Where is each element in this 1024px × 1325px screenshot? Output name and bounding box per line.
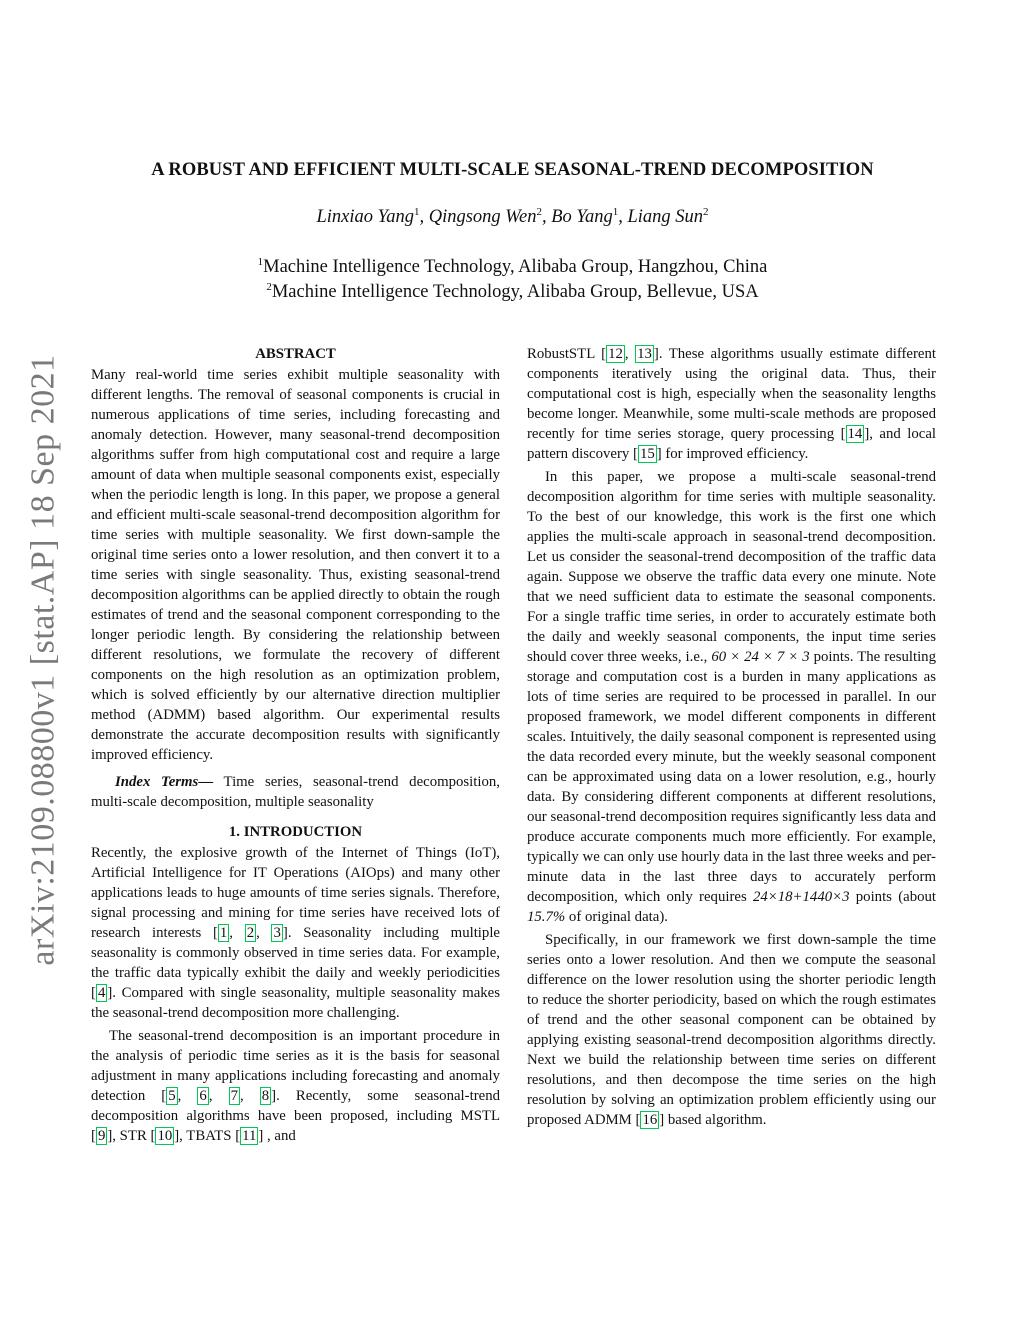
- author-name: Liang Sun: [627, 207, 704, 227]
- affiliations: [90, 255, 935, 305]
- citation-link[interactable]: 4: [97, 985, 106, 1001]
- arxiv-stamp: [20, 345, 68, 975]
- affiliation-line: $^1$Machine Intelligence Technology, Alibaba Group, Hangzhou, China: [257, 255, 768, 277]
- math-expression: 15.7%: [527, 909, 566, 925]
- citation-link[interactable]: 8: [261, 1088, 270, 1104]
- author-affiliation-mark: 1: [413, 205, 420, 218]
- citation-link[interactable]: 1: [219, 925, 228, 941]
- math-expression: 24×18+1440×3: [752, 889, 850, 905]
- intro-paragraph-3: In this paper, we propose a multi-scale seasonal-trend decomposition algorithm for time series with multiple seasonality. To the best of our knowledge, this work is the first one which applies the multi-scale approach in seasonal-trend decomposition. Let us consider the seasonal-trend decomposition of the traffic data again. Suppose we observe the traffic data every one minute. Note that we need sufficient data to estimate the seasonal components. For a single traffic time series, in order to accurately estimate both the daily and weekly seasonal components, the input time series should cover three weeks, i.e., 60 × 24 × 7 × 3 points. The resulting storage and computation cost is a burden in many applications as lots of time series are required to be processed in parallel. In our proposed framework, we model different components in different scales. Intuitively, the daily seasonal component is represented using the data recorded every minute, but the weekly seasonal component can be approximated using data on a lower resolution, e.g., hourly data. By considering different components at different resolutions, our seasonal-trend decomposition requires significantly less data and produce accurate components much more efficiently. For example, typically we can only use hourly data in the last three weeks and per-minute data in the last three days to accurately perform decomposition, which only requires 24×18+1440×3 points (about 15.7% of original data).: [527, 469, 936, 925]
- author-name: Qingsong Wen: [428, 207, 537, 227]
- introduction-heading: 1. INTRODUCTION: [228, 824, 363, 840]
- citation-link[interactable]: 13: [637, 346, 652, 362]
- author-name: Bo Yang: [551, 207, 613, 227]
- left-column: [91, 344, 500, 1146]
- continued-text: RobustSTL [: [527, 346, 607, 362]
- intro-paragraph-1: Recently, the explosive growth of the Internet of Things (IoT), Artificial Intelligence for IT Operations (AIOps) and many other applications leads to huge amounts of time series signals. Therefore, signal processing and mining for time series have received lots of research interests [ 1 , 2 , 3 ]. Seasonality including multiple seasonality is commonly observed in time series data. For example, the traffic data typically exhibit the daily and weekly periodicities [ 4 ]. Compared with single seasonality, multiple seasonality makes the seasonal-trend decomposition more challenging.: [91, 845, 500, 1021]
- intro-paragraph-2: The seasonal-trend decomposition is an important procedure in the analysis of periodic time series as it is the basis for seasonal adjustment in many applications including forecasting and anomaly detection [ 5 , 6 , 7 , 8 ]. Recently, some seasonal-trend decomposition algorithms have been proposed, including MSTL [ 9 ], STR [ 10 ], TBATS [ 11 ] , and: [91, 1028, 500, 1144]
- right-column: [527, 344, 936, 1130]
- citation-link[interactable]: 10: [157, 1128, 173, 1144]
- author-affiliation-mark: 2: [536, 205, 542, 218]
- citation-link[interactable]: 5: [168, 1088, 176, 1104]
- citation-link[interactable]: 2: [246, 925, 255, 941]
- index-terms-label: Index Terms—: [115, 774, 214, 790]
- index-terms: Index Terms— Time series, seasonal-trend decomposition, multi-scale decomposition, multiple seasonality: [91, 774, 500, 810]
- citation-link[interactable]: 9: [97, 1128, 106, 1144]
- citation-link[interactable]: 7: [230, 1088, 238, 1104]
- intro-paragraph-4: Specifically, in our framework we first down-sample the time series onto a lower resolution. And then we compute the seasonal difference on the lower resolution using the shorter periodic length to reduce the shorter periodicity, based on which the rough estimates of trend and the other seasonal component can be obtained by applying existing seasonal-trend decomposition algorithms directly. Next we build the relationship between time series on different resolutions, and then decompose the time series on the high resolution by solving an optimization problem efficiently using our proposed ADMM [ 16 ] based algorithm.: [527, 932, 936, 1128]
- abstract-heading: ABSTRACT: [255, 346, 336, 362]
- intro-paragraph-2-continued: RobustSTL [ 12 , 13 ]. These algorithms usually estimate different components iteratively using the original data. Thus, their computational cost is high, especially when the seasonality lengths become longer. Meanwhile, some multi-scale methods are proposed recently for time series storage, query processing [ 14 ], and local pattern discovery [ 15 ] for improved efficiency.: [527, 346, 936, 462]
- paper-title: A ROBUST AND EFFICIENT MULTI-SCALE SEASONAL-TREND DECOMPOSITION: [151, 160, 874, 180]
- abstract-text: Many real-world time series exhibit multiple seasonality with different lengths. The removal of seasonal components is crucial in numerous applications of time series, including forecasting and anomaly detection. However, many seasonal-trend decomposition algorithms suffer from high computational cost and require a large amount of data when multiple seasonal components exist, especially when the periodic length is long. In this paper, we propose a general and efficient multi-scale seasonal-trend decomposition algorithm for time series with multiple seasonality. We first down-sample the original time series onto a lower resolution, and then convert it to a time series with single seasonality. Thus, existing seasonal-trend decomposition algorithms can be applied directly to obtain the rough estimates of trend and the seasonal component corresponding to the longer periodic length. By considering the relationship between different resolutions, we formulate the recovery of different components on the high resolution as an optimization problem, which is solved efficiently by our alternative direction multiplier method (ADMM) based algorithm. Our experimental results demonstrate the accurate decomposition results with significantly improved efficiency.: [91, 367, 500, 763]
- citation-link[interactable]: 16: [642, 1112, 658, 1128]
- affiliation-line: $^2$Machine Intelligence Technology, Alibaba Group, Bellevue, USA: [266, 280, 759, 302]
- arxiv-stamp-text: arXiv:2109.08800v1 [stat.AP] 18 Sep 2021: [25, 354, 62, 966]
- citation-link[interactable]: 3: [273, 925, 281, 941]
- math-expression: 60 × 24 × 7 × 3: [711, 649, 810, 665]
- citation-link[interactable]: 11: [242, 1128, 257, 1144]
- author-affiliation-mark: 1: [612, 205, 619, 218]
- citation-link[interactable]: 12: [608, 346, 623, 362]
- citation-link[interactable]: 6: [199, 1088, 207, 1104]
- citation-link[interactable]: 15: [639, 446, 655, 462]
- citation-link[interactable]: 14: [847, 426, 863, 442]
- author-affiliation-mark: 2: [703, 205, 709, 218]
- author-name: Linxiao Yang: [316, 207, 414, 227]
- author-list: Linxiao Yang$^1$, Qingsong Wen$^2$, Bo Yang$^1$, Liang Sun$^2$: [316, 205, 709, 227]
